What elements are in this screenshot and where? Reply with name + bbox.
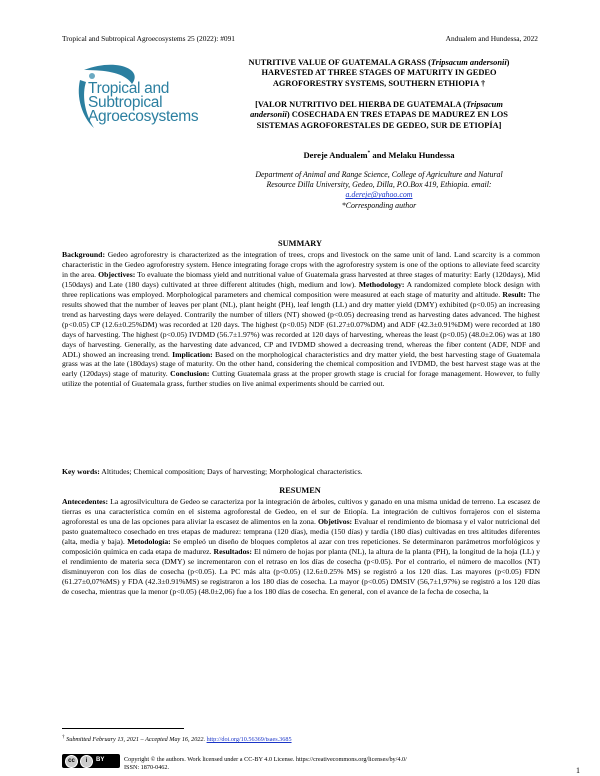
cc-icon: cc: [65, 755, 78, 768]
issn: ISSN: 1870-0462.: [124, 764, 170, 771]
resumen-heading: RESUMEN: [279, 486, 321, 495]
species-name: Tripsacum andersonii: [430, 58, 507, 67]
title-spanish: [VALOR NUTRITIVO DEL HIERBA DE GUATEMALA (Tripsacum andersonii) COSECHADA EN TRES ETAPAS DE MADUREZ EN LOS SISTEMAS AGROFORESTALES DE GEDEO, SUR DE ETIOPÍA]: [250, 100, 508, 130]
cc-by-license-badge[interactable]: cc i BY: [62, 754, 120, 768]
doi-link[interactable]: http://doi.org/10.56369/tsaes.3685: [206, 736, 292, 744]
running-header-journal: Tropical and Subtropical Agroecosystems 25 (2022): #091: [62, 34, 235, 43]
journal-logo: [74, 62, 216, 134]
summary-heading: SUMMARY: [278, 239, 322, 248]
author-email-link[interactable]: a.dereje@yahoo.com: [345, 190, 413, 200]
by-person-icon: i: [80, 755, 93, 768]
affiliation: Department of Animal and Range Science, College of Agriculture and Natural Resource Dilla University, Gedeo, Dilla, P.O.Box 419, Ethiopia. email: a.dereje@yahoo.com *Corresponding author: [255, 170, 503, 210]
license-text: Copyright © the authors. Work licensed under a CC-BY 4.0 License. https://creativecommons.org/licenses/by/4.0/: [124, 756, 407, 763]
author-list: Dereje Andualem* and Melaku Hundessa: [303, 150, 455, 160]
summary-abstract: Background: Gedeo agroforestry is characterized as the integration of trees, crops and livestock on the same unit of land. Land scarcity is a common characteristic in the Gedeo agroforestry system. Hence integrating forage crops with the agroforestry system is one of the options to alleviate feed scarcity in the area. Objectives: To evaluate the biomass yield and nutritional value of Guatemala grass harvested at three stages of maturity: Early (120days), Mid (150days) and Late (180 days) cultivated at three different altitudes (high, medium and low). Methodology: A randomized complete block design with three replications was employed. Morphological parameters and chemical composition were measured at each stage of maturity and altitude. Result: The results showed that the number of leaves per plant (NL), plant height (PH), leaf length (LL) and dry matter yield (DMY) exhibited (p<0.05) an increasing trend as harvesting days were delayed. Contrarily the number of tillers (NT) showed (p<0.05) decreasing trend as harvesting dates advanced. The highest (p<0.05) CP (12.6±0.25%DM) was recorded at 120 days. The highest (p<0.05) NDF (61.27±0.07%DM) and ADF (42.3±0.91%DM) were recorded at 180 days of harvesting. The highest (p<0.05) IVDMD (56.7±1.97%) was recorded at 120 days of harvesting, whereas the least (p<0.05) (48.0±2.06) was at 180 days of harvesting. Generally, as the harvesting date advanced, CP and IVDMD showed a decreasing trend, whereas the fiber content (ADF, NDF and ADL) showed an increasing trend. Implication: Based on the morphological characteristics and dry matter yield, the best harvesting stage of Guatemala grass was at the late (180days) stage of maturity. On the other hand, considering the chemical composition and IVDMD, the best harvest stage was at the early (120days) stage of maturity. Conclusion: Cutting Guatemala grass at the proper growth stage is crucial for forage management. However, to fully utilize the potential of Guatemala grass, further studies on live animal experiments should be carried out.: [62, 250, 541, 389]
page-number: 1: [576, 766, 580, 775]
title-english: NUTRITIVE VALUE OF GUATEMALA GRASS (Tripsacum andersonii) HARVESTED AT THREE STAGES OF MATURITY IN GEDEO AGROFORESTRY SYSTEMS, SOUTHERN ETHIOPIA †: [248, 58, 510, 88]
footnote-submission: † Submitted February 13, 2021 – Accepted May 16, 2022. http://doi.org/10.56369/tsaes.3685: [62, 734, 292, 744]
footnote-rule: [62, 728, 184, 729]
logo-line-2: Subtropical: [88, 94, 163, 111]
running-header-authors: Andualem and Hundessa, 2022: [445, 34, 538, 43]
keywords: Key words: Altitudes; Chemical composition; Days of harvesting; Morphological characteristics.: [62, 467, 363, 476]
logo-line-3: Agroecosystems: [88, 108, 199, 125]
logo-line-1: Tropical and: [88, 80, 170, 97]
resumen-abstract: Antecedentes: La agrosilvicultura de Gedeo se caracteriza por la integración de árboles, cultivos y ganado en una misma unidad de terreno. La escasez de tierras es una característica común en el sistema agroforestal de Gedeo, en el sur de Etiopía. La integración de cultivos forrajeros con el sistema agroforestal es una de las opciones para aliviar la escasez de alimentos en la zona. Objetivos: Evaluar el rendimiento de biomasa y el valor nutricional del pasto guatemalteco cosechado en tres etapas de madurez: temprana (120 días), media (150 días) y tardía (180 días) cultivadas en tres altitudes diferentes (alta, media y baja). Metodología: Se empleó un diseño de bloques completos al azar con tres repeticiones. Se determinaron parámetros morfológicos y composición química en cada etapa de madurez. Resultados: El número de hojas por planta (NL), la altura de la planta (PH), la longitud de la hoja (LL) y el rendimiento de materia seca (DMY) se incrementaron con el retraso en los días de cosecha (p<0.05). Por el contrario, el número de macollos (NT) disminuyeron con los días de cosecha (p<0.05). La PC más alta (p<0.05) (12.6±0.25% MS) se registró a los 120 días. Las mayores (p<0.05) FDN (61.27±0,07%MS) y FDA (42.3±0.91%MS) se registraron a los 180 días de cosecha. La mayor (p<0.05) DMSIV (56,7±1,97%) se registró a los 120 días de cosecha, mientras que la menor (p<0.05) (48.0±2,06) fue a los 180 días de cosecha. En general, con el avance de la fecha de cosecha, la: [62, 497, 541, 596]
